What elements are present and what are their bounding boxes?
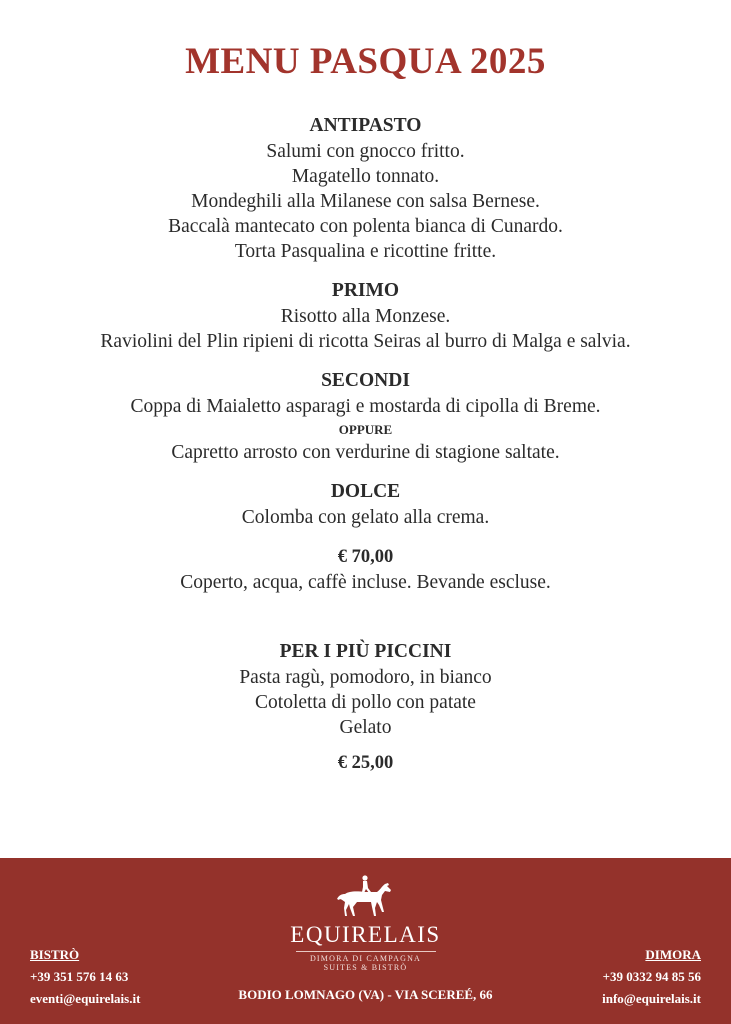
- section-heading: PRIMO: [331, 280, 400, 301]
- section-primo: [0, 278, 731, 354]
- price-note: Coperto, acqua, caffè incluse. Bevande escluse.: [180, 572, 551, 593]
- dimora-contact: [602, 944, 701, 1010]
- menu-item: Raviolini del Plin ripieni di ricotta Seiras al burro di Malga e salvia.: [100, 331, 631, 352]
- menu-item: Magatello tonnato.: [291, 166, 440, 187]
- menu-item: Mondeghili alla Milanese con salsa Bernese.: [191, 191, 540, 212]
- section-secondi: [0, 368, 731, 465]
- menu-body: [0, 113, 731, 790]
- menu-item: Risotto alla Monzese.: [280, 306, 451, 327]
- dimora-email[interactable]: info@equirelais.it: [602, 991, 701, 1006]
- section-antipasto: [0, 113, 731, 264]
- section-heading: DOLCE: [330, 481, 401, 502]
- bistro-heading: BISTRÒ: [30, 947, 80, 962]
- bistro-email[interactable]: eventi@equirelais.it: [30, 991, 141, 1006]
- menu-item: Colomba con gelato alla crema.: [241, 507, 490, 528]
- brand-name: EQUIRELAIS: [290, 922, 441, 947]
- section-kids: [0, 639, 731, 776]
- section-heading: ANTIPASTO: [309, 115, 422, 136]
- footer: [0, 858, 731, 1024]
- menu-item: Capretto arrosto con verdurine di stagione saltate.: [171, 442, 560, 463]
- menu-item: Coppa di Maialetto asparagi e mostarda di cipolla di Breme.: [130, 396, 601, 417]
- menu-item: Pasta ragù, pomodoro, in bianco: [239, 667, 492, 688]
- menu-item: Gelato: [339, 717, 392, 738]
- oppure-separator: OPPURE: [338, 422, 393, 437]
- kids-price: € 25,00: [337, 753, 394, 773]
- menu-item: Salumi con gnocco fritto.: [266, 141, 465, 162]
- section-price: [0, 544, 731, 595]
- horse-rider-icon: [335, 874, 397, 920]
- menu-item: Torta Pasqualina e ricottine fritte.: [234, 241, 497, 262]
- section-heading: PER I PIÙ PICCINI: [279, 641, 452, 662]
- bistro-phone[interactable]: +39 351 576 14 63: [30, 969, 129, 984]
- brand-tagline: SUITES & BISTRÒ: [323, 963, 408, 972]
- menu-item: Cotoletta di pollo con patate: [255, 692, 476, 713]
- section-dolce: [0, 479, 731, 530]
- dimora-phone[interactable]: +39 0332 94 85 56: [602, 969, 701, 984]
- dimora-heading: DIMORA: [645, 947, 701, 962]
- brand-tagline: DIMORA DI CAMPAGNA: [309, 954, 422, 963]
- address: BODIO LOMNAGO (VA) - VIA SCEREÉ, 66: [238, 987, 493, 1002]
- menu-price: € 70,00: [337, 547, 394, 567]
- menu-title: MENU PASQUA 2025: [185, 41, 546, 82]
- menu-item: Baccalà mantecato con polenta bianca di Cunardo.: [168, 216, 563, 237]
- section-heading: SECONDI: [321, 370, 410, 391]
